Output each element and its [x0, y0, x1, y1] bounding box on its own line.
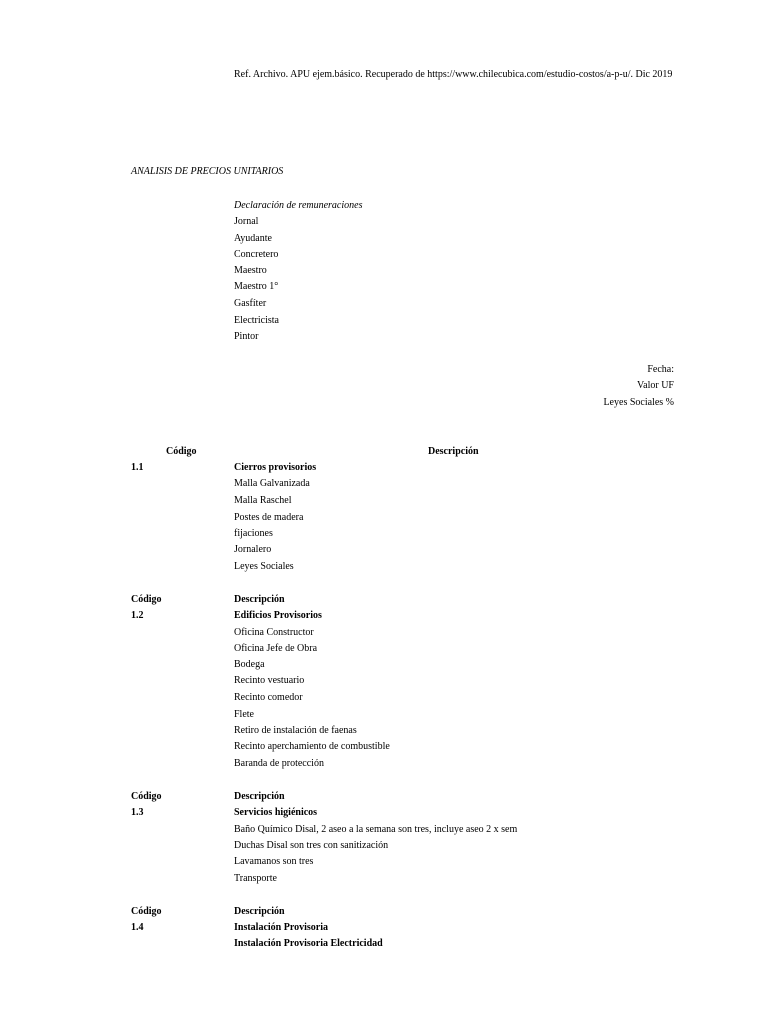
- section-item: Baño Químico Disal, 2 aseo a la semana son tres, incluye aseo 2 x sem: [234, 824, 518, 835]
- section-title: Instalación Provisoria: [234, 922, 328, 933]
- valor-uf-label: Valor UF: [637, 380, 674, 391]
- remuneracion-item: Gasfíter: [234, 298, 267, 309]
- section-code: 1.1: [131, 462, 144, 473]
- document-title: ANALISIS DE PRECIOS UNITARIOS: [131, 166, 284, 177]
- section-subtitle: Instalación Provisoria Electricidad: [234, 938, 383, 949]
- reference-line: Ref. Archivo. APU ejem.básico. Recuperado de https://www.chilecubica.com/estudio-costos/a-p-u/. Dic 2019: [234, 69, 673, 80]
- remuneracion-item: Jornal: [234, 216, 259, 227]
- remuneracion-item: Ayudante: [234, 233, 272, 244]
- section-code: 1.4: [131, 922, 144, 933]
- code-header: Código: [131, 906, 162, 917]
- remuneracion-item: Maestro: [234, 265, 267, 276]
- description-header: Descripción: [428, 446, 479, 457]
- section-item: Flete: [234, 709, 254, 720]
- remuneracion-item: Concretero: [234, 249, 279, 260]
- section-item: Duchas Disal son tres con sanitización: [234, 840, 389, 851]
- section-item: Bodega: [234, 659, 265, 670]
- section-item: Jornalero: [234, 544, 272, 555]
- section-title: Servicios higiénicos: [234, 807, 318, 818]
- remuneracion-item: Electricista: [234, 315, 279, 326]
- description-header: Descripción: [234, 791, 285, 802]
- leyes-sociales-label: Leyes Sociales %: [603, 397, 674, 408]
- section-code: 1.2: [131, 610, 144, 621]
- section-item: fijaciones: [234, 528, 273, 539]
- section-item: Recinto aperchamiento de combustible: [234, 741, 390, 752]
- section-code: 1.3: [131, 807, 144, 818]
- code-header: Código: [166, 446, 197, 457]
- code-header: Código: [131, 791, 162, 802]
- section-item: Retiro de instalación de faenas: [234, 725, 357, 736]
- section-item: Recinto vestuario: [234, 675, 305, 686]
- section-item: Postes de madera: [234, 512, 304, 523]
- section-item: Baranda de protección: [234, 758, 324, 769]
- section-title: Cierros provisorios: [234, 462, 317, 473]
- remuneracion-item: Pintor: [234, 331, 259, 342]
- section-item: Leyes Sociales: [234, 561, 294, 572]
- section-item: Malla Galvanizada: [234, 478, 310, 489]
- fecha-label: Fecha:: [647, 364, 674, 375]
- section-item: Recinto comedor: [234, 692, 303, 703]
- section-item: Transporte: [234, 873, 277, 884]
- description-header: Descripción: [234, 594, 285, 605]
- section-item: Lavamanos son tres: [234, 856, 314, 867]
- remuneraciones-heading: Declaración de remuneraciones: [234, 200, 363, 211]
- code-header: Código: [131, 594, 162, 605]
- section-item: Oficina Jefe de Obra: [234, 643, 318, 654]
- description-header: Descripción: [234, 906, 285, 917]
- section-title: Edificios Provisorios: [234, 610, 322, 621]
- remuneracion-item: Maestro 1°: [234, 281, 279, 292]
- section-item: Oficina Constructor: [234, 627, 314, 638]
- section-item: Malla Raschel: [234, 495, 292, 506]
